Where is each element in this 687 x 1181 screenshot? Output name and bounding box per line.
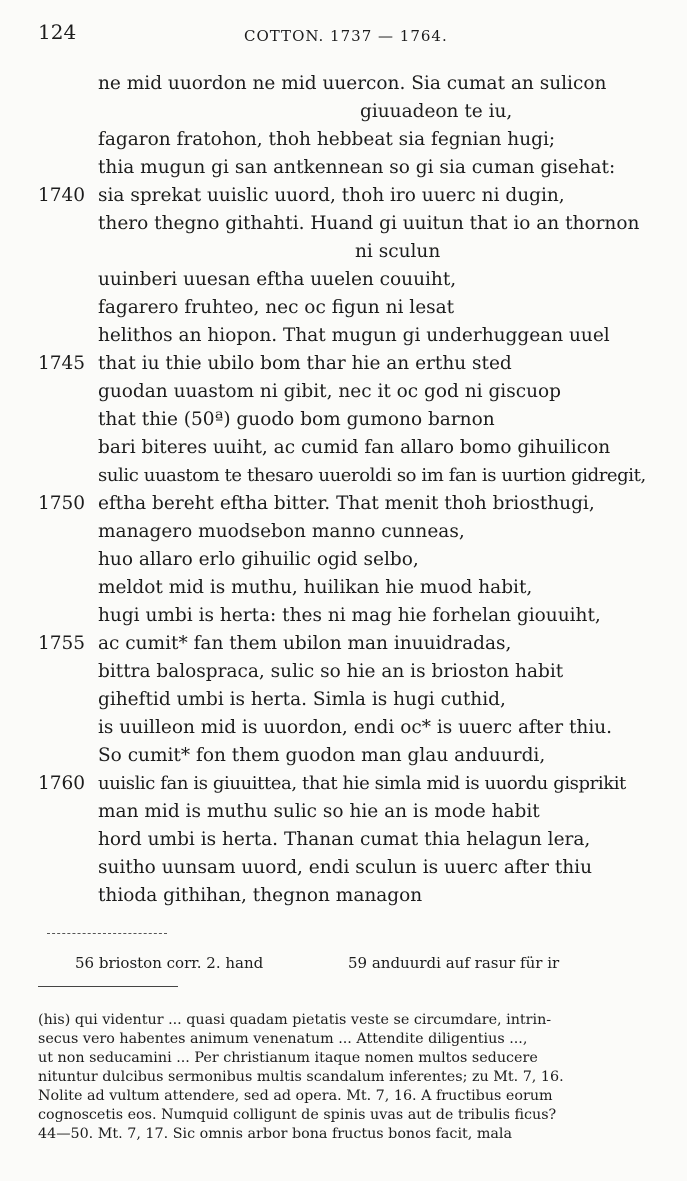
verse-line: fagarero fruhteo, nec oc figun ni lesat [98, 297, 455, 318]
commentary-line: Nolite ad vultum attendere, sed ad opera. Mt. 7, 16. A fructibus eorum [38, 1088, 553, 1104]
verse-line: giuuadeon te iu, [360, 101, 513, 122]
verse-line: uuinberi uuesan eftha uuelen couuiht, [98, 269, 457, 290]
verse-line: bari biteres uuiht, ac cumid fan allaro bomo gihuilicon [98, 437, 611, 458]
verse-line: suitho uunsam uuord, endi sculun is uuerc after thiu [98, 857, 593, 878]
line-number: 1760 [38, 773, 86, 794]
running-head: COTTON. 1737 — 1764. [244, 27, 448, 45]
line-number: 1750 [38, 493, 86, 514]
verse-line: guodan uuastom ni gibit, nec it oc god ni giscuop [98, 381, 561, 402]
verse-line: giheftid umbi is herta. Simla is hugi cuthid, [98, 689, 506, 710]
textual-notes [0, 954, 687, 976]
verse-line: meldot mid is muthu, huilikan hie muod habit, [98, 577, 533, 598]
commentary-line: nituntur dulcibus sermonibus multis scandalum inferentes; zu Mt. 7, 16. [38, 1069, 564, 1085]
commentary-line: ut non seducamini ... Per christianum itaque nomen multos seducere [38, 1050, 538, 1066]
verse-line: ac cumit* fan them ubilon man inuuidradas, [98, 633, 512, 654]
verse-line: hord umbi is herta. Thanan cumat thia helagun lera, [98, 829, 591, 850]
line-number: 1745 [38, 353, 86, 374]
verse-line: thioda githihan, thegnon managon [98, 885, 423, 906]
verse-line: huo allaro erlo gihuilic ogid selbo, [98, 549, 419, 570]
commentary-line: cognoscetis eos. Numquid colligunt de spinis uvas aut de tribulis ficus? [38, 1107, 557, 1123]
verse-line: man mid is muthu sulic so hie an is mode habit [98, 801, 540, 822]
verse-line: uuislic fan is giuuittea, that hie simla mid is uuordu gisprikit [98, 773, 626, 794]
commentary-line: (his) qui videntur ... quasi quadam pietatis veste se circumdare, intrin- [38, 1012, 552, 1028]
verse-line: ni sculun [355, 241, 441, 262]
verse-line: that iu thie ubilo bom thar hie an erthu sted [98, 353, 512, 374]
line-number: 1755 [38, 633, 86, 654]
commentary [38, 1011, 638, 1144]
footnote: 56 brioston corr. 2. hand [75, 954, 264, 972]
page-number: 124 [38, 20, 77, 44]
verse-line: sulic uuastom te thesaro uueroldi so im fan is uurtion gidregit, [98, 465, 646, 486]
verse-line: So cumit* fon them guodon man glau anduurdi, [98, 745, 546, 766]
footnote: 59 anduurdi auf rasur für ir [348, 954, 560, 972]
line-number: 1740 [38, 185, 86, 206]
footnote-divider [47, 933, 167, 934]
verse-line: hugi umbi is herta: thes ni mag hie forhelan giouuiht, [98, 605, 601, 626]
verse-line: eftha bereht eftha bitter. That menit thoh briosthugi, [98, 493, 595, 514]
verse-line: is uuilleon mid is uuordon, endi oc* is uuerc after thiu. [98, 717, 613, 738]
verse-line: managero muodsebon manno cunneas, [98, 521, 465, 542]
verse-line: thero thegno githahti. Huand gi uuitun that io an thornon [98, 213, 640, 234]
commentary-line: secus vero habentes animum venenatum ... Attendite diligentius ..., [38, 1031, 528, 1047]
verse-line: helithos an hiopon. That mugun gi underhuggean uuel [98, 325, 610, 346]
verse-line: fagaron fratohon, thoh hebbeat sia fegnian hugi; [98, 129, 556, 150]
verse-line: sia sprekat uuislic uuord, thoh iro uuerc ni dugin, [98, 185, 565, 206]
commentary-divider [38, 986, 178, 987]
verse-line: that thie (50ª) guodo bom gumono barnon [98, 409, 495, 430]
commentary-line: 44—50. Mt. 7, 17. Sic omnis arbor bona fructus bonos facit, mala [38, 1126, 513, 1142]
verse-line: thia mugun gi san antkennean so gi sia cuman gisehat: [98, 157, 616, 178]
verse-line: ne mid uuordon ne mid uuercon. Sia cumat an sulicon [98, 73, 607, 94]
verse-line: bittra balospraca, sulic so hie an is brioston habit [98, 661, 564, 682]
